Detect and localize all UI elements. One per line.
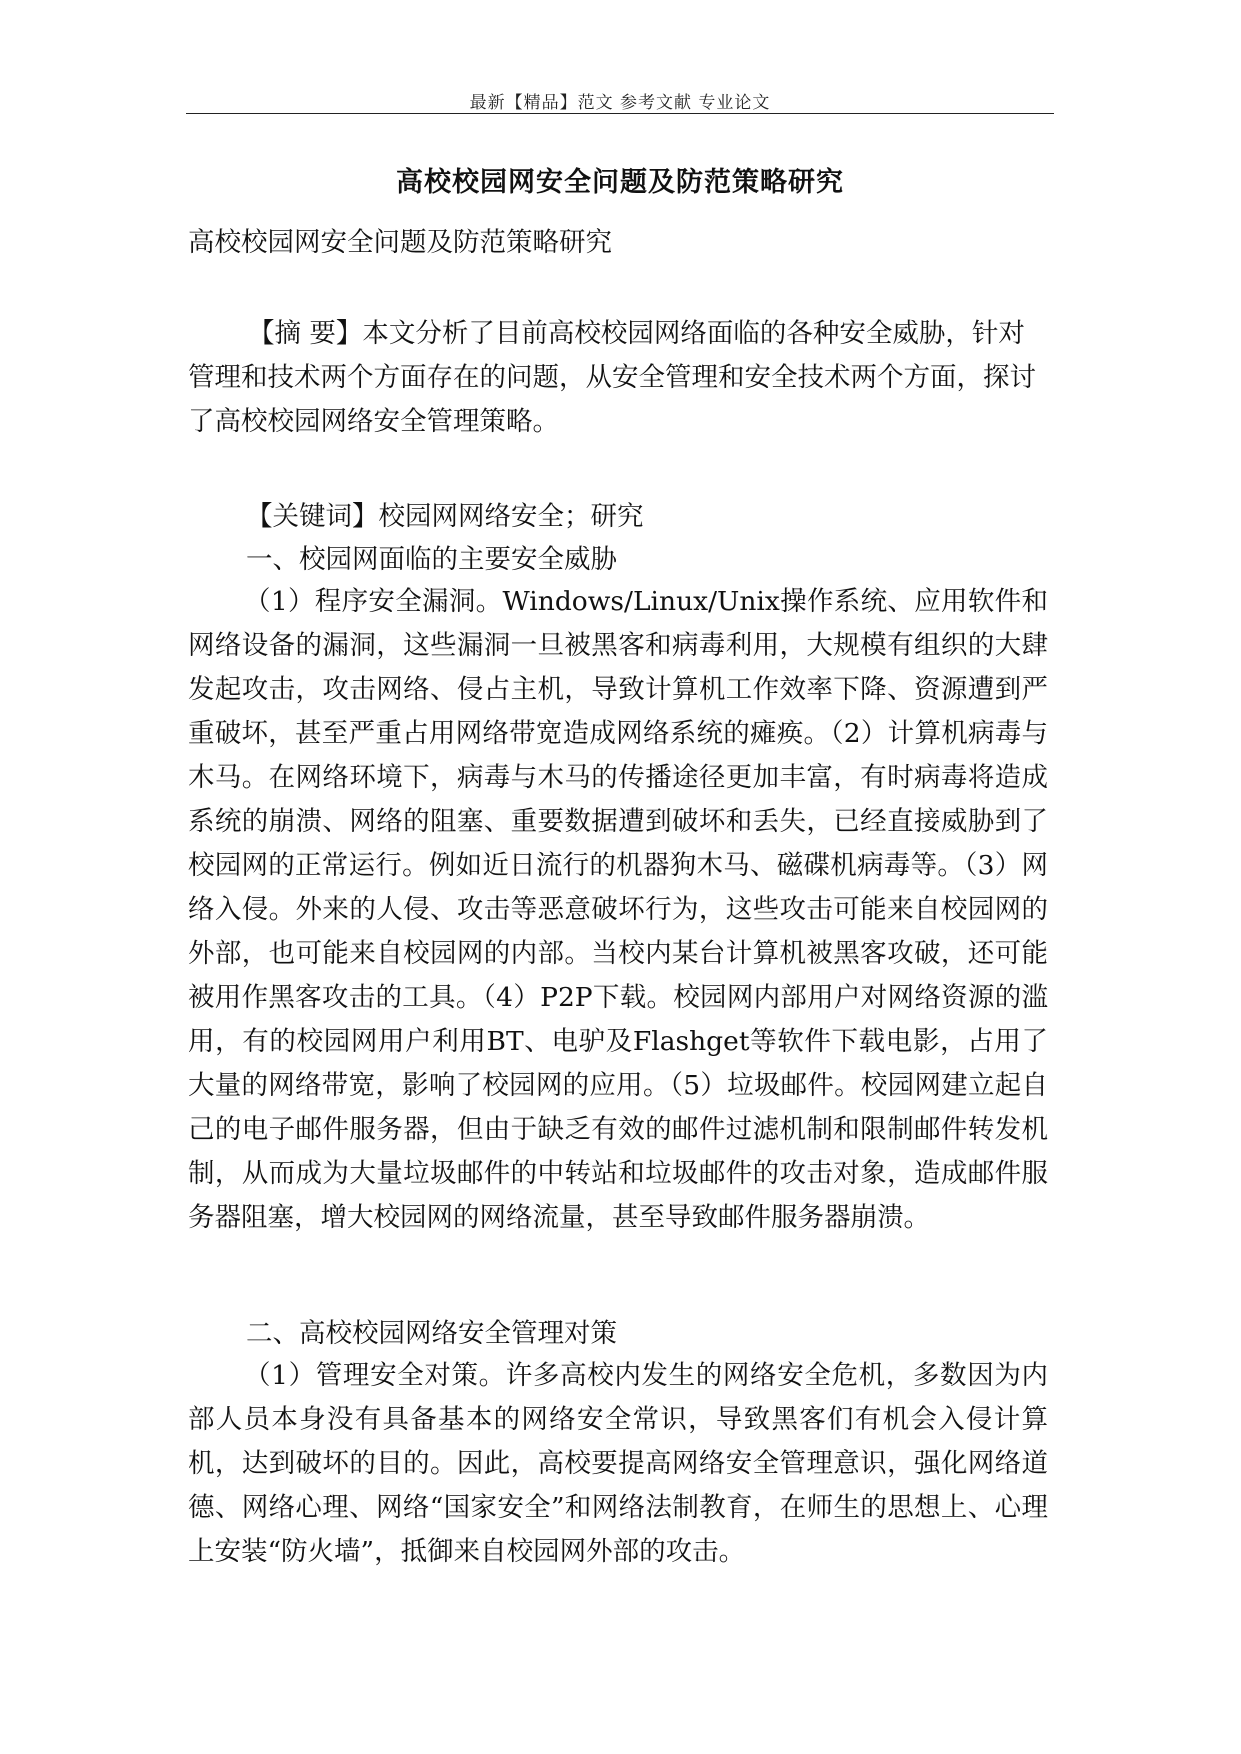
section-2-body (188, 1354, 1048, 1574)
subtitle-text: 高校校园网安全问题及防范策略研究 (188, 227, 612, 258)
section-1-heading-text: 一、校园网面临的主要安全威胁 (246, 544, 617, 575)
section-2-body-text: （1）管理安全对策。许多高校内发生的网络安全危机，多数因为内部人员本身没有具备基本的网络安全常识，导致黑客们有机会入侵计算机，达到破坏的目的。因此，高校要提高网络安全管理意识，强化网络道德、网络心理、网络“国家安全”和网络法制教育，在师生的思想上、心理上安装“防火墙”，抵御来自校园网外部的攻击。 (188, 1360, 1048, 1567)
section-1-body-text: （1）程序安全漏洞。Windows/Linux/Unix操作系统、应用软件和网络设备的漏洞，这些漏洞一旦被黑客和病毒利用，大规模有组织的大肆发起攻击，攻击网络、侵占主机，导致计算机工作效率下降、资源遭到严重破坏，甚至严重占用网络带宽造成网络系统的瘫痪。（2）计算机病毒与木马。在网络环境下，病毒与木马的传播途径更加丰富，有时病毒将造成系统的崩溃、网络的阻塞、重要数据遭到破坏和丢失，已经直接威胁到了校园网的正常运行。例如近日流行的机器狗木马、磁碟机病毒等。（3）网络入侵。外来的人侵、攻击等恶意破坏行为，这些攻击可能来自校园网的外部，也可能来自校园网的内部。当校内某台计算机被黑客攻破，还可能被用作黑客攻击的工具。（4）P2P下载。校园网内部用户对网络资源的滥用，有的校园网用户利用BT、电驴及Flashget等软件下载电影，占用了大量的网络带宽，影响了校园网的应用。（5）垃圾邮件。校园网建立起自己的电子邮件服务器，但由于缺乏有效的邮件过滤机制和限制邮件转发机制，从而成为大量垃圾邮件的中转站和垃圾邮件的攻击对象，造成邮件服务器阻塞，增大校园网的网络流量，甚至导致邮件服务器崩溃。 (188, 586, 1048, 1233)
abstract-text: 【摘 要】本文分析了目前高校校园网络面临的各种安全威胁，针对管理和技术两个方面存在的问题，从安全管理和安全技术两个方面，探讨了高校校园网络安全管理策略。 (188, 318, 1036, 437)
section-1-body (188, 580, 1048, 1240)
section-2-heading-text: 二、高校校园网络安全管理对策 (246, 1318, 617, 1349)
section-2-heading (188, 1312, 1048, 1356)
header-divider (186, 113, 1054, 114)
page-header: 最新【精品】范文 参考文献 专业论文 (469, 93, 771, 113)
section-1-heading (188, 538, 1048, 582)
abstract-paragraph (188, 312, 1048, 444)
document-subtitle (188, 221, 1048, 265)
keywords-text: 【关键词】校园网网络安全；研究 (246, 501, 644, 532)
keywords-paragraph (188, 495, 1048, 539)
document-title: 高校校园网安全问题及防范策略研究 (396, 167, 844, 198)
